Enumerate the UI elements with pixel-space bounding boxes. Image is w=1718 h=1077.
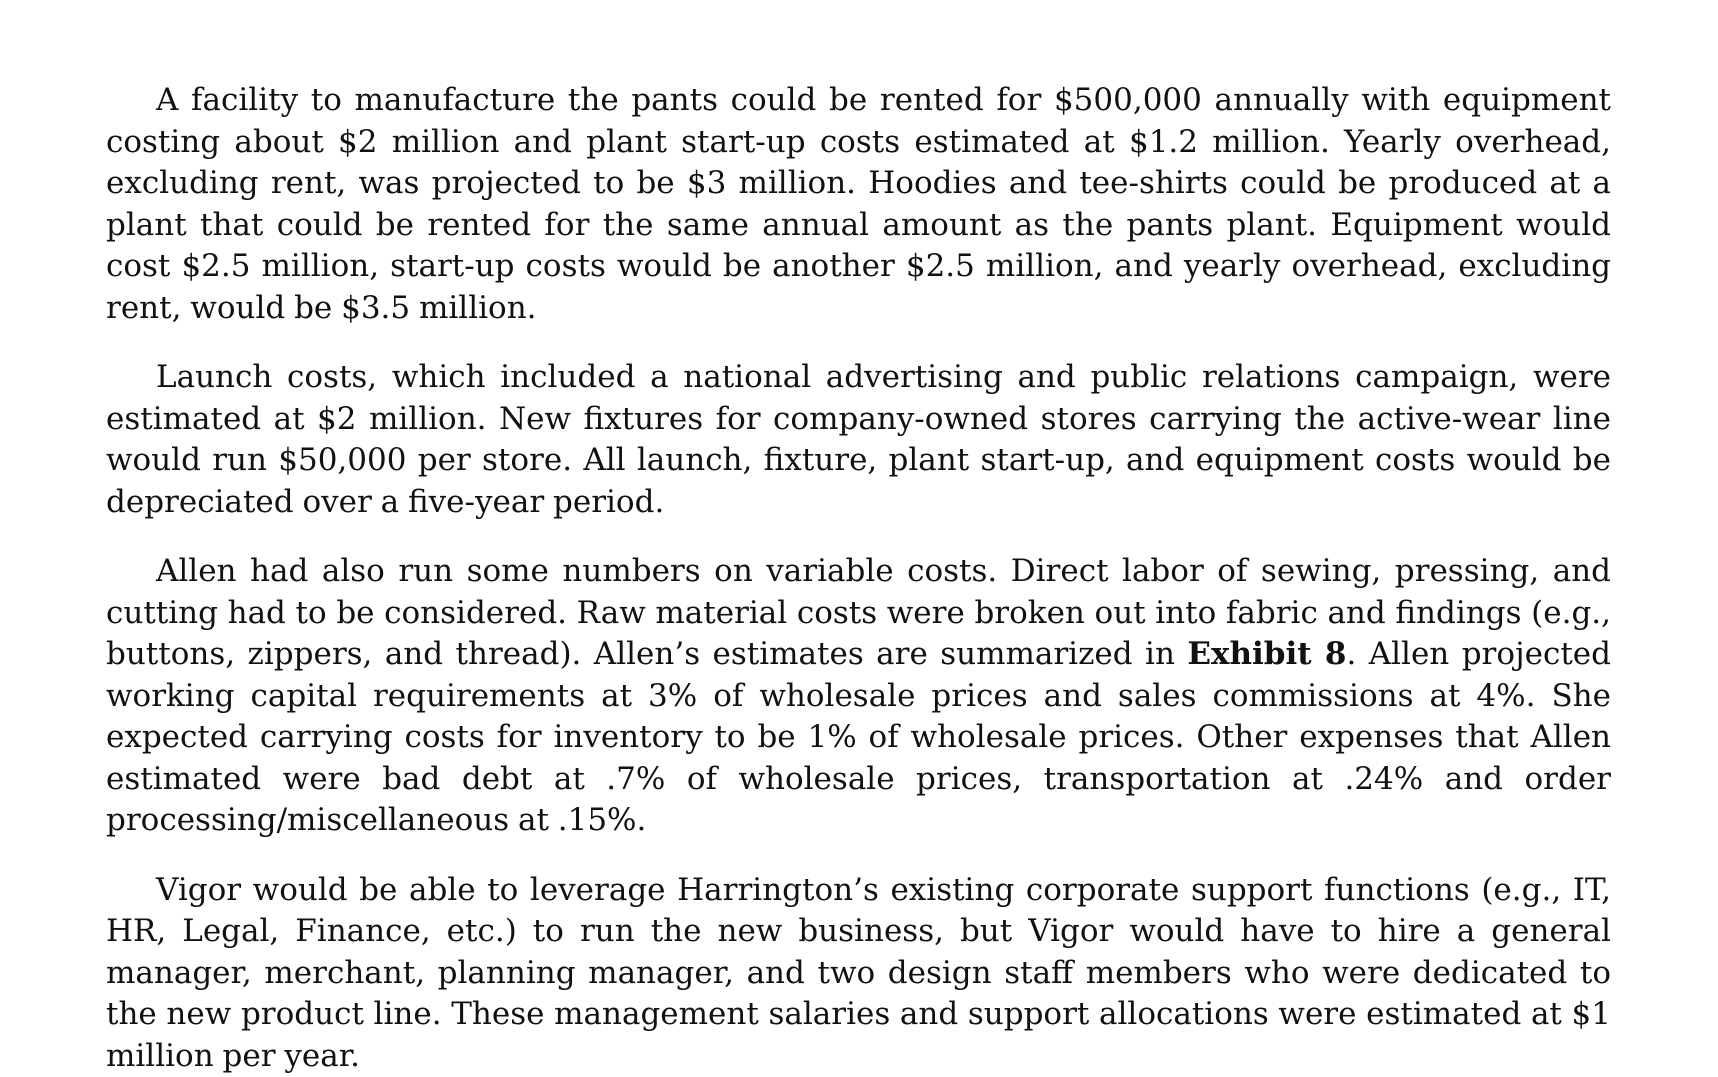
exhibit-reference: Exhibit 8 (1187, 636, 1346, 672)
paragraph-facility-costs: A facility to manufacture the pants could be rented for $500,000 annually with equipment costing about $2 million and plant start-up costs estimated at $1.2 million. Yearly overhead, excluding rent, was projected to be $3 million. Hoodies and tee-shirts could be produced at a plant that could be rented for the same annual amount as the pants plant. Equipment would cost $2.5 million, start-up costs would be another $2.5 million, and yearly overhead, excluding rent, would be $3.5 million. (106, 80, 1611, 329)
document-page (106, 80, 1611, 1077)
paragraph-support-functions: Vigor would be able to leverage Harrington’s existing corporate support functions (e.g., IT, HR, Legal, Finance, etc.) to run the new business, but Vigor would have to hire a general manager, merchant, planning manager, and two design staff members who were dedicated to the new product line. These management salaries and support allocations were estimated at $1 million per year. (106, 870, 1611, 1077)
variable-costs-text-before: Allen had also run some numbers on variable costs. Direct labor of sewing, pressing, and cutting had to be considered. Raw material costs were broken out into fabric and findings (e.g., buttons, zippers, and thread). Allen’s estimates are summarized in (106, 553, 1611, 672)
paragraph-variable-costs (106, 551, 1611, 842)
paragraph-launch-costs: Launch costs, which included a national advertising and public relations campaign, were estimated at $2 million. New fixtures for company-owned stores carrying the active-wear line would run $50,000 per store. All launch, fixture, plant start-up, and equipment costs would be depreciated over a five-year period. (106, 357, 1611, 523)
variable-costs-text-after: . Allen projected working capital requirements at 3% of wholesale prices and sales commissions at 4%. She expected carrying costs for inventory to be 1% of wholesale prices. Other expenses that Allen estimated were bad debt at .7% of wholesale prices, transportation at .24% and order processing/miscellaneous at .15%. (106, 636, 1611, 838)
